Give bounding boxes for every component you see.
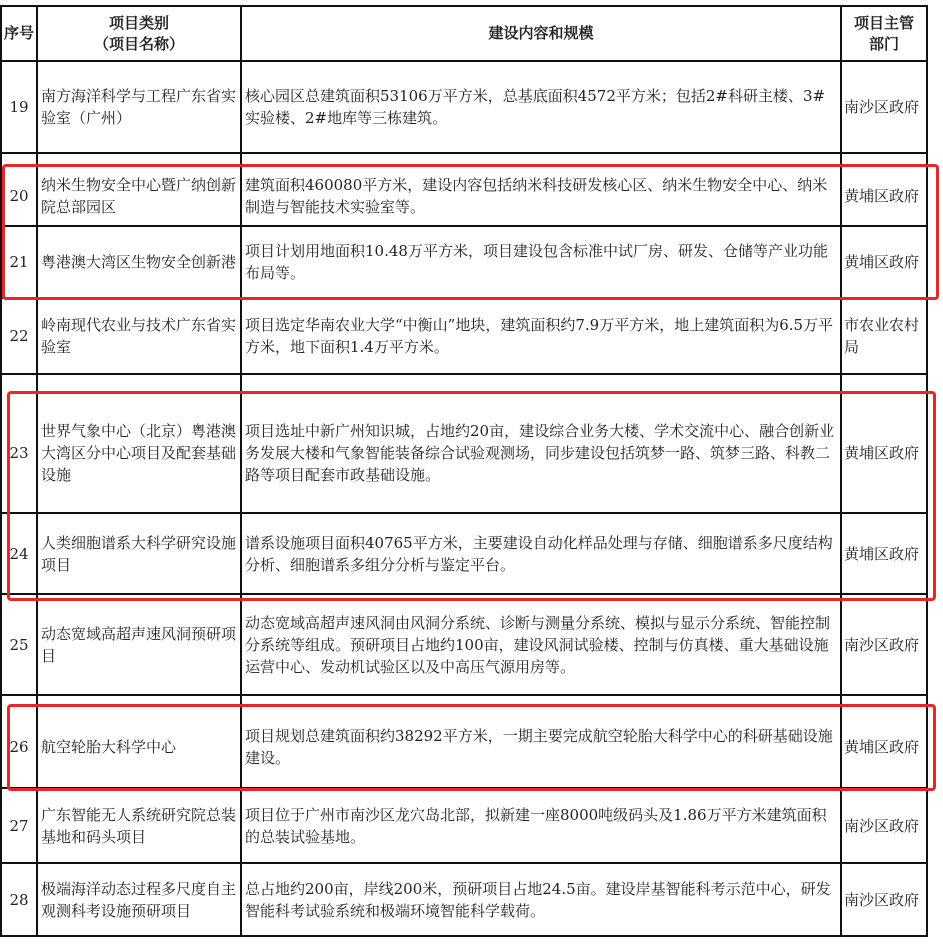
managing-department: 市农业农村局 <box>841 298 927 374</box>
header-dept-line2: 部门 <box>868 34 899 53</box>
header-dept <box>841 6 927 61</box>
projects-table <box>0 5 928 937</box>
project-name: 广东智能无人系统研究院总装基地和码头项目 <box>37 788 241 863</box>
project-name: 极端海洋动态过程多尺度自主观测科考设施预研项目 <box>37 863 241 936</box>
project-content: 项目选定华南农业大学“中衡山”地块，建筑面积约7.9万平方米，地上建筑面积为6.5万平方米，地下面积1.4万平方米。 <box>241 298 841 374</box>
project-content: 谱系设施项目面积40765平方米，主要建设自动化样品处理与存储、细胞谱系多尺度结构分析、细胞谱系多组分分析与鉴定平台。 <box>241 513 841 594</box>
project-content: 动态宽域高超声速风洞由风洞分系统、诊断与测量分系统、模拟与显示分系统、智能控制分系统等组成。预研项目占地约100亩，建设风洞试验楼、控制与仿真楼、重大基础设施运营中心、发动机试验区以及中高压气源用房等。 <box>241 594 841 695</box>
row-number: 24 <box>1 513 37 594</box>
table-row <box>1 61 927 153</box>
project-name: 动态宽域高超声速风洞预研项目 <box>37 594 241 695</box>
project-name: 粤港澳大湾区生物安全创新港 <box>37 226 241 298</box>
managing-department: 黄埔区政府 <box>841 153 927 226</box>
row-number: 20 <box>1 153 37 226</box>
header-name-line1: 项目类别 <box>108 13 169 32</box>
row-number: 26 <box>1 695 37 788</box>
table-row <box>1 226 927 298</box>
project-name: 南方海洋科学与工程广东省实验室（广州） <box>37 61 241 153</box>
project-content: 项目选址中新广州知识城，占地约20亩，建设综合业务大楼、学术交流中心、融合创新业务发展大楼和气象智能装备综合试验观测场，同步建设包括筑梦一路、筑梦三路、科教二路等项目配套市政基础设施。 <box>241 374 841 513</box>
project-name: 航空轮胎大科学中心 <box>37 695 241 788</box>
managing-department: 南沙区政府 <box>841 863 927 936</box>
table-row <box>1 513 927 594</box>
managing-department: 南沙区政府 <box>841 788 927 863</box>
row-number: 21 <box>1 226 37 298</box>
row-number: 25 <box>1 594 37 695</box>
project-content: 核心园区总建筑面积53106万平方米，总基底面积4572平方米；包括2#科研主楼、3#实验楼、2#地库等三栋建筑。 <box>241 61 841 153</box>
row-number: 19 <box>1 61 37 153</box>
header-row <box>1 6 927 61</box>
project-content: 建筑面积460080平方米，建设内容包括纳米科技研发核心区、纳米生物安全中心、纳米制造与智能技术实验室等。 <box>241 153 841 226</box>
header-name-line2: （项目名称） <box>93 34 184 53</box>
header-no: 序号 <box>1 6 37 61</box>
project-content: 项目规划总建筑面积约38292平方米，一期主要完成航空轮胎大科学中心的科研基础设施建设。 <box>241 695 841 788</box>
managing-department: 黄埔区政府 <box>841 513 927 594</box>
table-row <box>1 788 927 863</box>
table-row <box>1 153 927 226</box>
managing-department: 黄埔区政府 <box>841 695 927 788</box>
managing-department: 黄埔区政府 <box>841 226 927 298</box>
managing-department: 南沙区政府 <box>841 61 927 153</box>
project-content: 项目计划用地面积10.48万平方米，项目建设包含标准中试厂房、研发、仓储等产业功能布局等。 <box>241 226 841 298</box>
table-row <box>1 374 927 513</box>
project-name: 纳米生物安全中心暨广纳创新院总部园区 <box>37 153 241 226</box>
table-row <box>1 594 927 695</box>
project-content: 项目位于广州市南沙区龙穴岛北部，拟新建一座8000吨级码头及1.86万平方米建筑面积的总装试验基地。 <box>241 788 841 863</box>
managing-department: 南沙区政府 <box>841 594 927 695</box>
project-name: 岭南现代农业与技术广东省实验室 <box>37 298 241 374</box>
row-number: 23 <box>1 374 37 513</box>
row-number: 28 <box>1 863 37 936</box>
row-number: 22 <box>1 298 37 374</box>
table-row <box>1 298 927 374</box>
table-row <box>1 863 927 936</box>
row-number: 27 <box>1 788 37 863</box>
project-content: 总占地约200亩，岸线200米，预研项目占地24.5亩。建设岸基智能科考示范中心，研发智能科考试验系统和极端环境智能科学载荷。 <box>241 863 841 936</box>
header-content: 建设内容和规模 <box>241 6 841 61</box>
project-name: 人类细胞谱系大科学研究设施项目 <box>37 513 241 594</box>
header-name <box>37 6 241 61</box>
managing-department: 黄埔区政府 <box>841 374 927 513</box>
header-dept-line1: 项目主管 <box>853 13 914 32</box>
table-row <box>1 695 927 788</box>
project-name: 世界气象中心（北京）粤港澳大湾区分中心项目及配套基础设施 <box>37 374 241 513</box>
